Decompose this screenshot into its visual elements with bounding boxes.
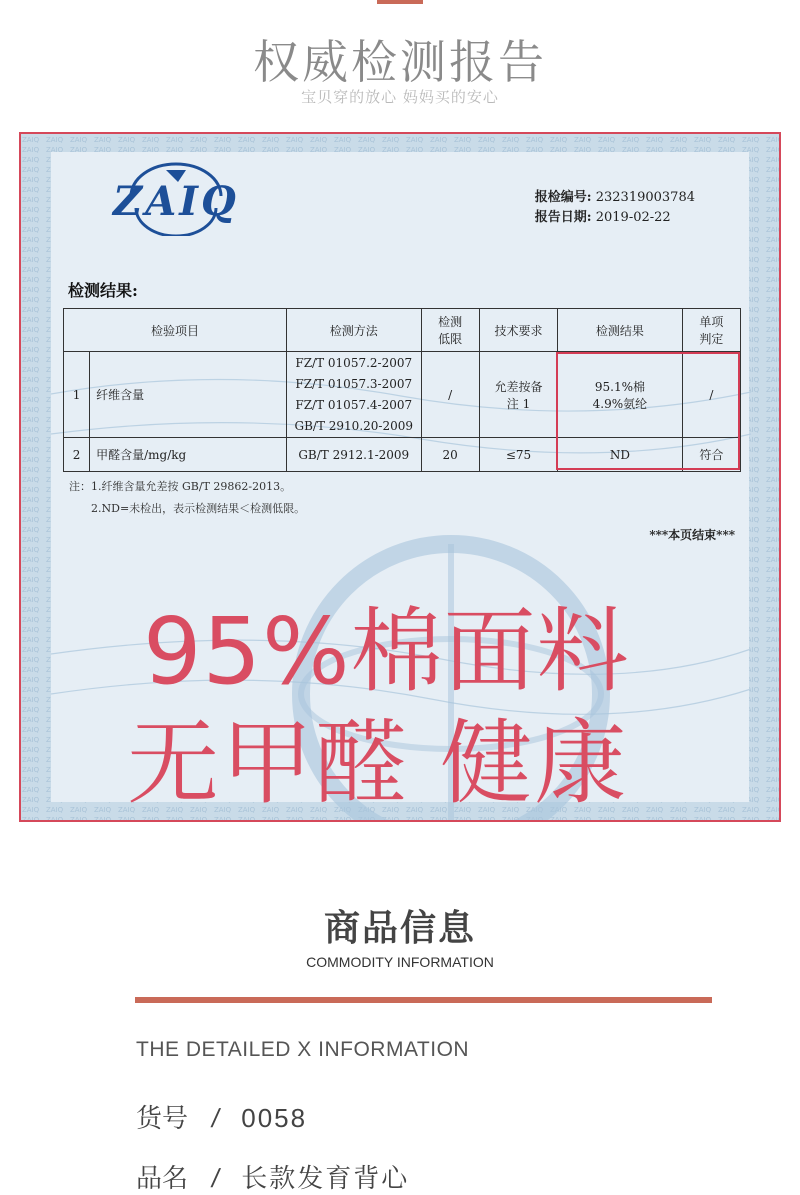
report-notes (69, 476, 305, 520)
report-date-label: 报告日期: (534, 210, 592, 225)
top-accent-tab (377, 0, 423, 4)
row-no: 1 (64, 352, 90, 438)
row-low-limit: / (421, 352, 479, 438)
table-row (64, 438, 741, 472)
info-separator: / (209, 1103, 222, 1133)
header-result: 检测结果 (558, 309, 683, 352)
info-key: 货号 (136, 1104, 189, 1134)
row-item: 纤维含量 (90, 352, 287, 438)
test-report-certificate (19, 132, 781, 822)
header-requirement: 技术要求 (479, 309, 557, 352)
report-meta (535, 188, 695, 228)
header-judgement: 单项 判定 (682, 309, 740, 352)
report-no-label: 报检编号: (534, 190, 592, 205)
page-subtitle: 宝贝穿的放心 妈妈买的安心 (301, 88, 499, 106)
commodity-divider (135, 997, 712, 1003)
note-1: 注：1.纤维含量允差按 GB/T 29862-2013。 (69, 480, 292, 493)
row-methods: FZ/T 01057.2-2007 FZ/T 01057.3-2007 FZ/T 01057.4-2007 GB/T 2910.20-2009 (286, 352, 421, 438)
note-2: 2.ND=未检出，表示检测结果＜检测低限。 (91, 502, 306, 515)
table-row (64, 352, 741, 438)
row-method: GB/T 2912.1-2009 (286, 438, 421, 472)
results-table (63, 308, 741, 472)
row-item: 甲醛含量/mg/kg (90, 438, 287, 472)
row-low-limit: 20 (421, 438, 479, 472)
info-separator: / (209, 1163, 222, 1193)
report-date: 2019-02-22 (595, 210, 671, 225)
row-result: 95.1%棉 4.9%氨纶 (558, 352, 683, 438)
overlay-cotton-text: 95%棉面料 (143, 598, 630, 705)
row-no: 2 (64, 438, 90, 472)
info-value: 0058 (241, 1103, 308, 1133)
detail-heading: THE DETAILED X INFORMATION (136, 1038, 470, 1061)
table-header-row (64, 309, 741, 352)
header-method: 检测方法 (286, 309, 421, 352)
row-judgement: / (682, 352, 740, 438)
row-result: ND (558, 438, 683, 472)
report-no: 232319003784 (595, 190, 695, 205)
info-row-item-no (136, 1098, 307, 1135)
info-value: 长款发育背心 (241, 1163, 410, 1193)
row-requirement: ≤75 (479, 438, 557, 472)
header-item: 检验项目 (64, 309, 287, 352)
commodity-title: 商品信息 (323, 908, 476, 949)
row-requirement: 允差按备 注 1 (479, 352, 557, 438)
row-judgement: 符合 (682, 438, 740, 472)
overlay-healthy-text: 无甲醛 健康 (127, 710, 629, 817)
info-key: 品名 (136, 1164, 189, 1194)
commodity-subtitle: COMMODITY INFORMATION (306, 954, 494, 970)
info-row-product-name (136, 1158, 409, 1195)
page-end-mark: ***本页结束*** (649, 528, 735, 542)
logo-text: ZAIQ (113, 178, 239, 225)
page-title: 权威检测报告 (253, 35, 547, 89)
results-label: 检测结果: (68, 281, 138, 300)
header-low-limit: 检测 低限 (421, 309, 479, 352)
